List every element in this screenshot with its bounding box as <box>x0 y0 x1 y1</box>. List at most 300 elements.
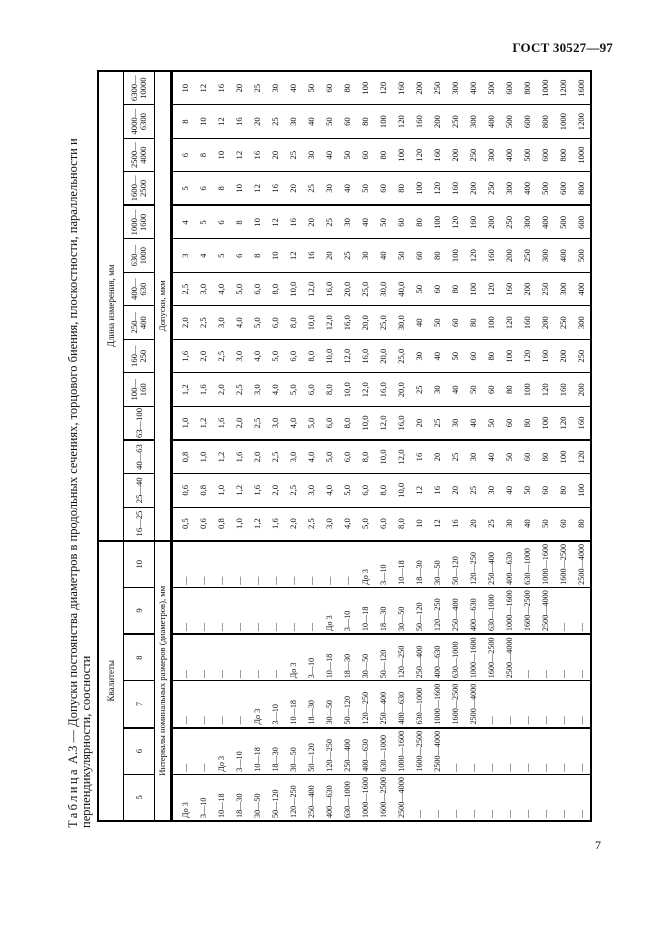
tolerance-cell: 40 <box>464 407 482 441</box>
interval-cell: 50—120 <box>446 541 464 588</box>
tolerance-cell: 4,0 <box>284 407 302 441</box>
tolerance-cell: 400 <box>572 272 591 306</box>
tolerance-cell: 20 <box>410 407 428 441</box>
interval-cell: 3—10 <box>194 774 212 821</box>
interval-cell: 400—630 <box>500 541 518 588</box>
tolerance-cell: 800 <box>536 105 554 139</box>
tolerance-cell: 4,0 <box>212 272 230 306</box>
tolerance-cell: 500 <box>482 71 500 105</box>
interval-cell: 250—400 <box>446 587 464 634</box>
tolerance-cell: 5,0 <box>356 507 374 541</box>
tolerance-cell: 12,0 <box>374 407 392 441</box>
document-code: ГОСТ 30527—97 <box>512 40 613 55</box>
tolerance-cell: 60 <box>428 272 446 306</box>
length-column-header: 1600—2500 <box>124 172 155 206</box>
tolerance-cell: 10 <box>248 205 266 239</box>
tolerance-cell: 200 <box>410 71 428 105</box>
interval-cell: 10—18 <box>320 634 338 681</box>
table-row <box>374 71 392 821</box>
tolerance-cell: 12,0 <box>320 306 338 340</box>
interval-cell: 18—30 <box>230 774 248 821</box>
tolerance-cell: 400 <box>518 172 536 206</box>
interval-cell: 1000—1600 <box>392 728 410 775</box>
table-row <box>338 71 356 821</box>
interval-cell: 1000—1600 <box>356 774 374 821</box>
interval-cell: 50—120 <box>338 681 356 728</box>
tolerance-cell: 1,2 <box>194 407 212 441</box>
tolerance-cell: 30 <box>320 172 338 206</box>
interval-cell: — <box>518 634 536 681</box>
tolerance-cell: 120 <box>554 407 572 441</box>
tolerance-cell: 120 <box>374 71 392 105</box>
tolerance-cell: 80 <box>536 440 554 474</box>
tolerance-cell: 100 <box>518 373 536 407</box>
interval-cell: 630—1000 <box>338 774 356 821</box>
tolerance-cell: 600 <box>536 138 554 172</box>
table-row <box>248 71 266 821</box>
tolerance-cell: 6 <box>172 138 195 172</box>
interval-cell: 1000—1600 <box>428 681 446 728</box>
tolerance-cell: 12 <box>248 172 266 206</box>
interval-cell: — <box>194 634 212 681</box>
caption-label: Таблица <box>66 767 80 828</box>
interval-cell: — <box>230 587 248 634</box>
tolerance-cell: 50 <box>356 172 374 206</box>
interval-cell: — <box>212 587 230 634</box>
tolerance-cell: 30 <box>410 339 428 373</box>
interval-cell: 50—120 <box>266 774 284 821</box>
tolerance-cell: 120 <box>428 172 446 206</box>
table-body <box>172 71 592 821</box>
interval-cell: — <box>428 774 446 821</box>
table-row <box>446 71 464 821</box>
tolerance-cell: 8 <box>212 172 230 206</box>
interval-cell: 30—50 <box>356 634 374 681</box>
tolerance-cell: 2,0 <box>266 474 284 508</box>
interval-cell: — <box>410 774 428 821</box>
tolerance-cell: 250 <box>554 306 572 340</box>
tolerance-cell: 1,2 <box>212 440 230 474</box>
interval-cell: До 3 <box>212 728 230 775</box>
interval-cell: — <box>572 774 591 821</box>
tolerance-cell: 250 <box>572 339 591 373</box>
tolerance-cell: 4,0 <box>338 507 356 541</box>
tolerance-cell: 5,0 <box>230 272 248 306</box>
interval-cell: До 3 <box>172 774 195 821</box>
tolerance-cell: 250 <box>428 71 446 105</box>
tolerance-cell: 12,0 <box>392 440 410 474</box>
tolerance-cell: 160 <box>482 239 500 273</box>
tolerance-cell: 40 <box>482 440 500 474</box>
tolerance-cell: 6,0 <box>302 373 320 407</box>
tolerance-cell: 1,0 <box>212 474 230 508</box>
rotated-table-stage <box>67 68 597 828</box>
interval-cell: — <box>266 587 284 634</box>
tolerance-cell: 3,0 <box>248 373 266 407</box>
table-row <box>536 71 554 821</box>
interval-cell: 10—18 <box>356 587 374 634</box>
tolerance-cell: 25 <box>302 172 320 206</box>
interval-cell: 250—400 <box>482 541 500 588</box>
tolerance-cell: 250 <box>446 105 464 139</box>
tolerance-cell: 60 <box>446 306 464 340</box>
tolerance-cell: 25 <box>248 71 266 105</box>
tolerance-cell: 250 <box>500 205 518 239</box>
tolerance-cell: 200 <box>536 306 554 340</box>
interval-cell: 30—50 <box>428 541 446 588</box>
tolerance-cell: 16 <box>284 205 302 239</box>
length-column-header: 2500—4000 <box>124 138 155 172</box>
tolerance-cell: 10,0 <box>356 407 374 441</box>
quality-column-header: 7 <box>124 681 155 728</box>
tolerance-cell: 40 <box>446 373 464 407</box>
tolerance-cell: 60 <box>320 71 338 105</box>
tolerance-cell: 1200 <box>572 105 591 139</box>
tolerance-cell: 60 <box>410 239 428 273</box>
interval-cell: — <box>302 541 320 588</box>
tolerance-cell: 50 <box>428 306 446 340</box>
interval-cell: — <box>500 728 518 775</box>
tolerance-cell: 5 <box>212 239 230 273</box>
table-row <box>284 71 302 821</box>
tolerance-cell: 4,0 <box>320 474 338 508</box>
interval-cell: 2500—4000 <box>464 681 482 728</box>
tolerance-cell: 12 <box>284 239 302 273</box>
tolerance-cell: 10 <box>230 172 248 206</box>
interval-cell: 30—50 <box>248 774 266 821</box>
tolerance-cell: 6,0 <box>356 474 374 508</box>
interval-cell: 30—50 <box>392 587 410 634</box>
tolerance-cell: 80 <box>446 272 464 306</box>
tolerance-cell: 160 <box>392 71 410 105</box>
tolerance-cell: 800 <box>572 172 591 206</box>
tolerance-cell: 50 <box>338 138 356 172</box>
interval-cell: 2500—4000 <box>428 728 446 775</box>
tolerance-cell: 50 <box>446 339 464 373</box>
length-column-header: 160—250 <box>124 339 155 373</box>
interval-cell: — <box>266 634 284 681</box>
interval-cell: 3—10 <box>266 681 284 728</box>
tolerance-cell: 16,0 <box>356 339 374 373</box>
interval-cell: 250—400 <box>374 681 392 728</box>
tolerance-cell: 6 <box>194 172 212 206</box>
tolerance-cell: 100 <box>410 172 428 206</box>
table-row <box>500 71 518 821</box>
tolerance-cell: 12,0 <box>338 339 356 373</box>
tolerance-cell: 10 <box>194 105 212 139</box>
table-row <box>554 71 572 821</box>
tolerance-cell: 20 <box>230 71 248 105</box>
tolerance-cell: 60 <box>518 440 536 474</box>
tolerance-cell: 25,0 <box>356 272 374 306</box>
tolerance-cell: 30 <box>428 373 446 407</box>
quality-column-header: 10 <box>124 541 155 588</box>
tolerance-cell: 80 <box>464 306 482 340</box>
tolerance-cell: 600 <box>500 71 518 105</box>
tolerance-cell: 25 <box>428 407 446 441</box>
tolerance-cell: 30 <box>266 71 284 105</box>
tolerance-cell: 500 <box>500 105 518 139</box>
interval-cell: 10—18 <box>392 541 410 588</box>
interval-cell: 120—250 <box>428 587 446 634</box>
interval-cell: До 3 <box>320 587 338 634</box>
tolerance-cell: 160 <box>464 205 482 239</box>
quality-column-header: 6 <box>124 728 155 775</box>
interval-cell: 1600—2500 <box>374 774 392 821</box>
tolerance-cell: 80 <box>572 507 591 541</box>
table-row <box>464 71 482 821</box>
tolerance-cell: 25 <box>446 440 464 474</box>
tolerance-cell: 250 <box>518 239 536 273</box>
tolerance-cell: 8 <box>172 105 195 139</box>
tolerance-cell: 20 <box>464 507 482 541</box>
tolerance-cell: 1,2 <box>172 373 195 407</box>
tolerance-cell: 120 <box>410 138 428 172</box>
tolerance-cell: 30 <box>446 407 464 441</box>
tolerance-cell: 16 <box>410 440 428 474</box>
interval-cell: 400—630 <box>320 774 338 821</box>
tolerance-cell: 300 <box>482 138 500 172</box>
interval-cell: 50—120 <box>410 587 428 634</box>
tolerance-cell: 300 <box>500 172 518 206</box>
tolerance-cell: 3 <box>172 239 195 273</box>
tolerance-cell: 80 <box>374 138 392 172</box>
tolerance-cell: 80 <box>356 105 374 139</box>
tolerance-cell: 2,0 <box>284 507 302 541</box>
tolerance-cell: 400 <box>500 138 518 172</box>
interval-cell: — <box>554 774 572 821</box>
interval-cell: 1600—2500 <box>554 541 572 588</box>
tolerance-cell: 40 <box>374 239 392 273</box>
interval-cell: — <box>230 681 248 728</box>
tolerance-cell: 40 <box>410 306 428 340</box>
tolerance-cell: 8,0 <box>356 440 374 474</box>
tolerance-cell: 160 <box>410 105 428 139</box>
tolerance-cell: 1,6 <box>230 440 248 474</box>
tolerance-cell: 6,0 <box>266 306 284 340</box>
interval-cell: 3—10 <box>374 541 392 588</box>
tolerance-cell: 20,0 <box>356 306 374 340</box>
tolerance-cell: 16,0 <box>338 306 356 340</box>
tolerance-cell: 50 <box>500 440 518 474</box>
tolerance-cell: 10 <box>266 239 284 273</box>
tolerance-cell: 1,6 <box>194 373 212 407</box>
tolerance-cell: 10,0 <box>302 306 320 340</box>
table-row <box>572 71 591 821</box>
tolerance-cell: 160 <box>500 272 518 306</box>
tolerance-cell: 20 <box>446 474 464 508</box>
interval-cell: — <box>464 728 482 775</box>
tolerance-cell: 30 <box>464 440 482 474</box>
tolerance-cell: 10 <box>410 507 428 541</box>
tolerance-cell: 16,0 <box>374 373 392 407</box>
tolerance-cell: 6,0 <box>338 440 356 474</box>
table-row <box>428 71 446 821</box>
tolerance-cell: 8,0 <box>338 407 356 441</box>
interval-cell: — <box>572 634 591 681</box>
tolerance-cell: 100 <box>392 138 410 172</box>
tolerance-cell: 0,8 <box>194 474 212 508</box>
interval-cell: — <box>482 774 500 821</box>
interval-cell: 630—1000 <box>446 634 464 681</box>
interval-cell: — <box>536 774 554 821</box>
interval-cell: 18—30 <box>266 728 284 775</box>
tolerance-cell: 16,0 <box>392 407 410 441</box>
tolerance-cell: 60 <box>374 172 392 206</box>
tolerance-cell: 300 <box>536 239 554 273</box>
length-column-header: 1000—1600 <box>124 205 155 239</box>
tolerance-cell: 2,0 <box>172 306 195 340</box>
tolerance-cell: 50 <box>374 205 392 239</box>
tolerance-cell: 6,0 <box>374 507 392 541</box>
tolerance-cell: 20,0 <box>392 373 410 407</box>
tolerance-cell: 1,0 <box>230 507 248 541</box>
tolerance-cell: 60 <box>554 507 572 541</box>
interval-cell: 1000—1600 <box>464 634 482 681</box>
interval-cell: 630—1000 <box>482 587 500 634</box>
tolerance-cell: 120 <box>446 205 464 239</box>
interval-cell: — <box>194 728 212 775</box>
tolerance-cell: 40,0 <box>392 272 410 306</box>
tolerance-cell: 600 <box>572 205 591 239</box>
tolerance-cell: 40 <box>356 205 374 239</box>
tolerance-cell: 30 <box>338 205 356 239</box>
tolerance-cell: 3,0 <box>320 507 338 541</box>
tolerance-cell: 60 <box>464 339 482 373</box>
tolerance-cell: 120 <box>536 373 554 407</box>
tolerance-cell: 25 <box>338 239 356 273</box>
length-column-header: 40—63 <box>124 440 155 474</box>
tolerance-cell: 60 <box>482 373 500 407</box>
interval-cell: — <box>230 541 248 588</box>
interval-cell: 2500—4000 <box>572 541 591 588</box>
table-row <box>212 71 230 821</box>
tolerance-cell: 100 <box>572 474 591 508</box>
interval-cell: — <box>554 634 572 681</box>
tolerance-cell: 60 <box>356 138 374 172</box>
tolerance-cell: 25 <box>482 507 500 541</box>
length-column-header: 100—160 <box>124 373 155 407</box>
interval-cell: 1600—2500 <box>446 681 464 728</box>
interval-cell: 2500—4000 <box>536 587 554 634</box>
tolerance-cell: 40 <box>500 474 518 508</box>
length-column-header: 6300—10000 <box>124 71 155 105</box>
tolerance-cell: 600 <box>518 105 536 139</box>
interval-cell: — <box>212 681 230 728</box>
tolerance-cell: 2,5 <box>248 407 266 441</box>
tolerance-cell: 80 <box>392 172 410 206</box>
tolerance-cell: 30 <box>284 105 302 139</box>
tolerance-cell: 1,2 <box>230 474 248 508</box>
tolerance-cell: 60 <box>500 407 518 441</box>
tolerance-cell: 8 <box>230 205 248 239</box>
tolerance-cell: 1,0 <box>194 440 212 474</box>
interval-cell: 400—630 <box>428 634 446 681</box>
interval-cell: — <box>446 774 464 821</box>
length-column-header: 16—25 <box>124 507 155 541</box>
interval-cell: 1600—2500 <box>410 728 428 775</box>
tolerance-cell: 80 <box>518 407 536 441</box>
interval-cell: 3—10 <box>230 728 248 775</box>
table-row <box>230 71 248 821</box>
tolerance-cell: 100 <box>356 71 374 105</box>
interval-cell: — <box>554 587 572 634</box>
tolerance-cell: 80 <box>482 339 500 373</box>
tolerance-cell: 4,0 <box>230 306 248 340</box>
interval-cell: — <box>338 541 356 588</box>
tolerance-cell: 100 <box>374 105 392 139</box>
tolerance-cell: 3,0 <box>284 440 302 474</box>
interval-cell: 18—30 <box>302 681 320 728</box>
tolerance-cell: 160 <box>518 306 536 340</box>
tolerance-cell: 2,5 <box>212 339 230 373</box>
tolerance-cell: 6,0 <box>320 407 338 441</box>
interval-cell: 250—400 <box>410 634 428 681</box>
interval-cell: 1600—2500 <box>518 587 536 634</box>
tolerance-cell: 500 <box>572 239 591 273</box>
interval-cell: 1000—1600 <box>536 541 554 588</box>
tolerance-cell: 300 <box>464 105 482 139</box>
tolerance-cell: 100 <box>446 239 464 273</box>
interval-cell: — <box>482 728 500 775</box>
tolerance-cell: 160 <box>446 172 464 206</box>
interval-cell: — <box>212 634 230 681</box>
tolerance-cell: 1000 <box>536 71 554 105</box>
interval-cell: До 3 <box>248 681 266 728</box>
tolerance-cell: 12 <box>410 474 428 508</box>
interval-cell: До 3 <box>356 541 374 588</box>
tolerance-cell: 2,0 <box>194 339 212 373</box>
interval-cell: — <box>554 681 572 728</box>
interval-cell: — <box>464 774 482 821</box>
interval-cell: 18—30 <box>338 634 356 681</box>
tolerance-cell: 20 <box>320 239 338 273</box>
tolerance-cell: 40 <box>518 507 536 541</box>
tolerance-cell: 5,0 <box>284 373 302 407</box>
tolerance-cell: 200 <box>518 272 536 306</box>
interval-cell: 400—630 <box>464 587 482 634</box>
tolerance-cell: 3,0 <box>302 474 320 508</box>
caption-text: А.3 — Допуски постоянства диаметров в продольных сечениях, торцового биения, плоскостности, параллельности и перпендикулярности, соосности <box>66 138 93 828</box>
tolerance-cell: 20,0 <box>338 272 356 306</box>
table-row <box>482 71 500 821</box>
tolerance-cell: 0,6 <box>194 507 212 541</box>
tolerance-cell: 300 <box>446 71 464 105</box>
tolerance-cell: 2,0 <box>248 440 266 474</box>
tolerance-cell: 2,5 <box>266 440 284 474</box>
tolerance-cell: 200 <box>428 105 446 139</box>
tolerance-cell: 30 <box>356 239 374 273</box>
tolerance-cell: 5,0 <box>338 474 356 508</box>
tolerance-cell: 16 <box>302 239 320 273</box>
tolerance-cell: 250 <box>464 138 482 172</box>
tolerance-cell: 5 <box>172 172 195 206</box>
interval-cell: — <box>194 681 212 728</box>
tolerance-cell: 50 <box>518 474 536 508</box>
tolerance-cell: 20 <box>302 205 320 239</box>
interval-cell: — <box>536 681 554 728</box>
tolerance-cell: 2,5 <box>302 507 320 541</box>
interval-cell: 10—18 <box>248 728 266 775</box>
tolerance-cell: 500 <box>518 138 536 172</box>
interval-cell: 3—10 <box>302 634 320 681</box>
tolerance-cell: 120 <box>500 306 518 340</box>
table-row <box>518 71 536 821</box>
tolerance-cell: 200 <box>446 138 464 172</box>
tolerance-cell: 300 <box>518 205 536 239</box>
tolerance-cell: 60 <box>536 474 554 508</box>
tolerance-cell: 40 <box>284 71 302 105</box>
